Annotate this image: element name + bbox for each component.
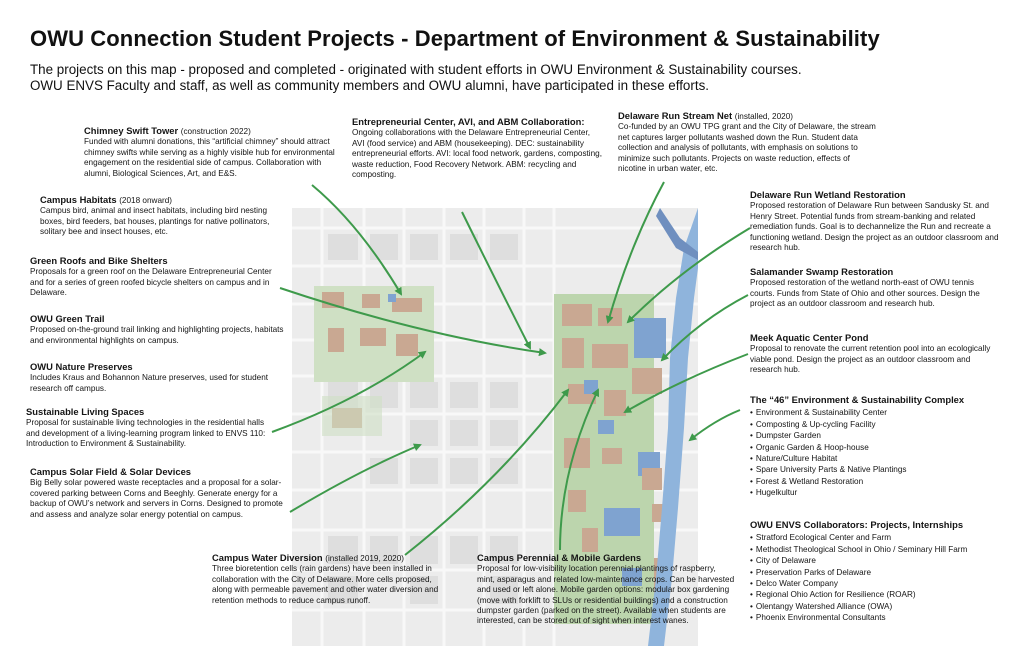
page-subtitle — [30, 62, 802, 94]
list-item: • Spare University Parts & Native Plantings — [750, 464, 1012, 475]
project-solar-field — [30, 467, 286, 520]
list-item: • Nature/Culture Habitat — [750, 453, 1012, 464]
project-title: Meek Aquatic Center Pond — [750, 332, 869, 343]
list-item: • Preservation Parks of Delaware — [750, 567, 1012, 578]
project-body: Big Belly solar powered waste receptacles and a proposal for a solar-covered parking between Corns and Beeghly. Generate energy for a backup of OWU’s network and servers in Corns. Designed to promote and assess and analyze solar energy potential on campus. — [30, 478, 283, 519]
subtitle-line-1: The projects on this map - proposed and completed - originated with student efforts in OWU Environment & Sustainability courses. — [30, 62, 802, 77]
project-body: Funded with alumni donations, this “artificial chimney” should attract chimney swifts while serving as a highly visible hub for environmental engagement on the residential side of campus. Collaboration with alumni, Biological Sciences, Art, and E&S. — [84, 137, 335, 178]
collaborators-title: OWU ENVS Collaborators: Projects, Internships — [750, 519, 964, 530]
project-title: Campus Solar Field & Solar Devices — [30, 466, 191, 477]
project-body: Ongoing collaborations with the Delaware Entrepreneurial Center, AVI (food service) and ABM (housekeeping). DEC: sustainability entrepreneurial efforts. AVI: local food network, gardens, composting, waste reduction, Food Recovery Network. ABM: recycling and composting. — [352, 128, 603, 180]
project-body: Campus bird, animal and insect habitats, including bird nesting boxes, bird feeders, bat houses, plantings for native pollinators, solitary bee and insect houses, etc. — [40, 206, 270, 237]
project-body: Includes Kraus and Bohannon Nature preserves, used for student research off campus. — [30, 373, 269, 393]
list-item: • Stratford Ecological Center and Farm — [750, 532, 1012, 543]
project-title: Campus Habitats (2018 onward) — [40, 194, 172, 205]
project-campus-habitats — [40, 195, 290, 238]
project-green-roofs — [30, 256, 282, 299]
project-salamander-swamp — [750, 267, 1000, 310]
project-body: Co-funded by an OWU TPG grant and the City of Delaware, the stream net captures larger pollutants washed down the Run. Student data collection and analysis of pollutants, with emphasis on solutions to minimize such pollutants. Projects on waste reduction, effects of nicotine in urban water, etc. — [618, 122, 876, 174]
project-title: Green Roofs and Bike Shelters — [30, 255, 168, 266]
list-item: • Forest & Wetland Restoration — [750, 476, 1012, 487]
project-title: Delaware Run Wetland Restoration — [750, 189, 906, 200]
project-chimney-swift-tower — [84, 126, 342, 179]
project-title: Campus Perennial & Mobile Gardens — [477, 552, 642, 563]
list-item: • Olentangy Watershed Alliance (OWA) — [750, 601, 1012, 612]
project-title: Delaware Run Stream Net (installed, 2020) — [618, 110, 793, 121]
collaborators-list — [750, 532, 1012, 623]
list-item: • Delco Water Company — [750, 578, 1012, 589]
page-title: OWU Connection Student Projects - Department of Environment & Sustainability — [30, 26, 880, 51]
project-body: Proposals for a green roof on the Delaware Entrepreneurial Center and for a series of green roofed bicycle shelters on campus and in Delaware. — [30, 267, 272, 298]
project-body: Three bioretention cells (rain gardens) have been installed in collaboration with the City of Delaware. More cells proposed, along with permeable pavement and other water diversion and retention methods to reduce campus runoff. — [212, 564, 439, 605]
complex-list — [750, 407, 1012, 498]
project-wetland-restoration — [750, 190, 1002, 253]
project-body: Proposal for sustainable living technologies in the residential halls and development of a living-learning program linked to ENVS 110: Introduction to Environment & Sustainability. — [26, 418, 266, 449]
list-item: • Regional Ohio Action for Resilience (ROAR) — [750, 589, 1012, 600]
project-owu-green-trail — [30, 314, 290, 346]
project-title: OWU Green Trail — [30, 313, 105, 324]
list-item: • Environment & Sustainability Center — [750, 407, 1012, 418]
project-perennial-gardens — [477, 553, 735, 627]
project-meek-pond — [750, 333, 1000, 376]
sustainability-complex — [750, 395, 1012, 499]
project-nature-preserves — [30, 362, 282, 394]
list-item: • City of Delaware — [750, 555, 1012, 566]
list-item: • Dumpster Garden — [750, 430, 1012, 441]
list-item: • Composting & Up-cycling Facility — [750, 419, 1012, 430]
project-title: OWU Nature Preserves — [30, 361, 133, 372]
project-entrepreneurial-center — [352, 117, 602, 180]
collaborators — [750, 520, 1012, 624]
list-item: • Methodist Theological School in Ohio / Seminary Hill Farm — [750, 544, 1012, 555]
project-stream-net — [618, 111, 880, 174]
project-title: Campus Water Diversion (installed 2019, 2020) — [212, 552, 404, 563]
complex-title: The “46” Environment & Sustainability Complex — [750, 394, 965, 405]
project-body: Proposed restoration of Delaware Run between Sandusky St. and Henry Street. Potential funds from stream-banking and related remediation funds. Goal is to dechannelize the Run and recreate a functioning wetland. Design the project as an outdoor classroom and research hub. — [750, 201, 999, 253]
project-body: Proposed on-the-ground trail linking and highlighting projects, habitats and environmental highlights on campus. — [30, 325, 284, 345]
project-title: Salamander Swamp Restoration — [750, 266, 894, 277]
project-sustainable-living — [26, 407, 276, 450]
project-title: Entrepreneurial Center, AVI, and ABM Collaboration: — [352, 116, 585, 127]
project-title: Chimney Swift Tower (construction 2022) — [84, 125, 251, 136]
project-body: Proposal for low-visibility location perennial plantings of raspberry, mint, asparagus and related low-maintenance crops. Can be harvested and used or left alone. Mobile garden options: modular box gardening (move with forklift to SLUs or residential buildings) and a construction dumpster garden (parked on the street). Available when students are interested, can be stored out of sight when interest wanes. — [477, 564, 735, 626]
list-item: • Hugelkultur — [750, 487, 1012, 498]
project-title: Sustainable Living Spaces — [26, 406, 145, 417]
list-item: • Organic Garden & Hoop-house — [750, 442, 1012, 453]
project-water-diversion — [212, 553, 448, 606]
list-item: • Phoenix Environmental Consultants — [750, 612, 1012, 623]
project-body: Proposal to renovate the current retention pool into an ecologically viable pond. Design the project as an outdoor classroom and research hub. — [750, 344, 991, 375]
subtitle-line-2: OWU ENVS Faculty and staff, as well as community members and OWU alumni, have participated in these efforts. — [30, 78, 709, 93]
project-body: Proposed restoration of the wetland north-east of OWU tennis courts. Funds from State of Ohio and other sources. Design the project as an outdoor classroom and research hub. — [750, 278, 980, 309]
